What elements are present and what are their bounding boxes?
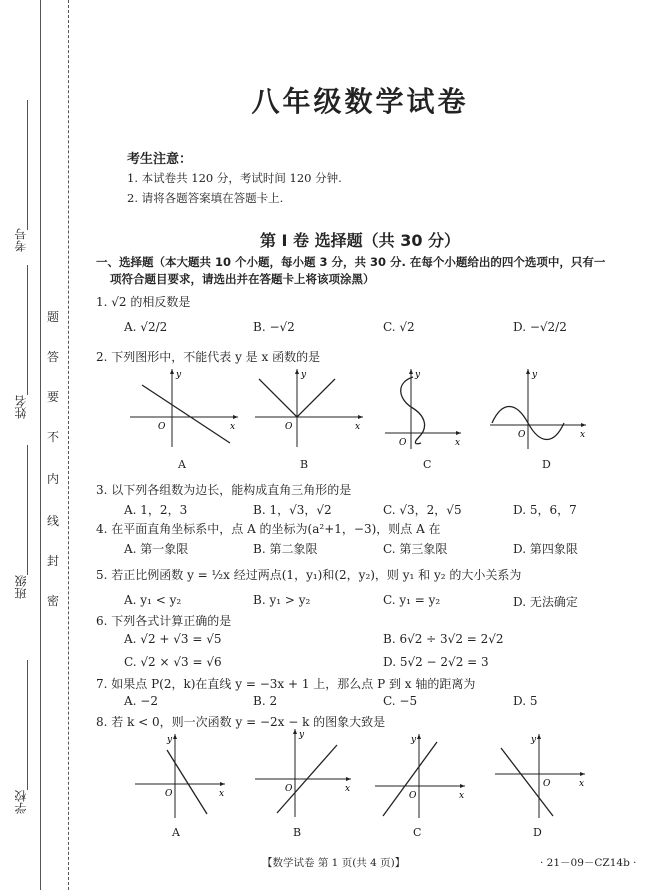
y-label: y — [532, 370, 538, 380]
x-label: x — [230, 422, 236, 432]
origin-label: O — [285, 784, 293, 794]
option: B. y₁ > y₂ — [253, 593, 311, 607]
option: C. √3，2，√5 — [383, 503, 462, 517]
question-stem: 5. 若正比例函数 y = ½x 经过两点(1，y₁)和(2，y₂)，则 y₁ 和 y₂ 的大小关系为 — [96, 568, 522, 582]
graph-line — [383, 742, 437, 816]
option: D. 5 — [513, 694, 538, 708]
seal-char: 内 — [47, 472, 60, 486]
notes-heading: 考生注意： — [127, 152, 193, 167]
option: A. 1，2，3 — [124, 503, 188, 517]
q8-graph-b — [255, 725, 355, 820]
q2-graph-d — [490, 365, 590, 450]
option: C. y₁ = y₂ — [383, 593, 441, 607]
q8-graph-c — [375, 730, 470, 820]
option: C. −5 — [383, 694, 418, 708]
seal-char: 线 — [47, 514, 60, 528]
seal-char: 答 — [47, 350, 60, 364]
xuexiao-blank — [27, 660, 28, 790]
option: D. −√2/2 — [513, 320, 567, 334]
section-title: 第 Ⅰ 卷 选择题（共 30 分） — [259, 231, 461, 250]
y-label: y — [411, 735, 417, 745]
origin-label: O — [165, 789, 173, 799]
label-kaohao: 考号 — [14, 228, 28, 252]
question-stem: 3. 以下列各组数为边长，能构成直角三角形的是 — [96, 483, 352, 497]
graph-curve — [401, 377, 425, 444]
banji-blank — [27, 445, 28, 575]
x-label: x — [219, 789, 225, 799]
x-label: x — [345, 784, 351, 794]
graph-caption: D — [542, 458, 551, 471]
y-label: y — [301, 370, 307, 380]
seal-char: 要 — [47, 390, 60, 404]
label-banji: 班级 — [14, 575, 28, 599]
option: A. y₁ < y₂ — [124, 593, 182, 607]
label-xingming: 姓名 — [14, 395, 28, 419]
instruction-line-2: 项符合题目要求，请选出并在答题卡上将该项涂黑） — [110, 272, 375, 286]
question-stem: 2. 下列图形中，不能代表 y 是 x 函数的是 — [96, 350, 321, 364]
label-xuexiao: 学校 — [14, 790, 28, 814]
x-label: x — [580, 430, 586, 440]
note-item: 2. 请将各题答案填在答题卡上. — [127, 191, 284, 205]
option: C. √2 × √3 = √6 — [124, 655, 222, 669]
graph-caption: D — [533, 826, 542, 839]
q8-graph-d — [495, 730, 590, 820]
origin-label: O — [158, 422, 166, 432]
page-footer: 【数学试卷 第 1 页(共 4 页)】 — [262, 857, 406, 869]
origin-label: O — [543, 779, 551, 789]
graph-line — [167, 750, 207, 814]
graph-line — [142, 385, 230, 443]
q2-graph-c — [385, 365, 465, 450]
x-label: x — [455, 438, 461, 448]
binding-line-outer — [40, 0, 41, 890]
origin-label: O — [399, 438, 407, 448]
xingming-blank — [27, 265, 28, 395]
option: C. 第三象限 — [383, 542, 448, 556]
question-stem: 6. 下列各式计算正确的是 — [96, 614, 232, 628]
page-title: 八年级数学试卷 — [251, 85, 469, 118]
graph-caption: B — [293, 826, 302, 839]
option: D. 5，6，7 — [513, 503, 577, 517]
option: A. √2/2 — [124, 320, 168, 334]
graph-caption: B — [300, 458, 309, 471]
x-label: x — [459, 791, 465, 801]
seal-char: 密 — [47, 594, 60, 608]
option: B. 2 — [253, 694, 278, 708]
seal-char: 题 — [47, 310, 60, 324]
option: C. √2 — [383, 320, 415, 334]
binding-line-inner — [68, 0, 69, 890]
paper-code: · 21－09－CZ14b · — [540, 857, 637, 869]
q8-graph-a — [135, 730, 230, 820]
instruction-line-1: 一、选择题（本大题共 10 个小题，每小题 3 分，共 30 分. 在每个小题给出的四个选项中，只有一 — [96, 255, 606, 269]
y-label: y — [299, 730, 305, 740]
question-stem: 8. 若 k < 0，则一次函数 y = −2x − k 的图象大致是 — [96, 715, 386, 729]
origin-label: O — [285, 422, 293, 432]
graph-caption: C — [423, 458, 432, 471]
option: D. 第四象限 — [513, 542, 578, 556]
y-label: y — [531, 735, 537, 745]
option: A. −2 — [124, 694, 158, 708]
seal-char: 不 — [47, 430, 60, 444]
option: B. 1，√3，√2 — [253, 503, 332, 517]
x-label: x — [355, 422, 361, 432]
y-label: y — [415, 370, 421, 380]
seal-char: 封 — [47, 554, 60, 568]
option: B. −√2 — [253, 320, 295, 334]
graph-caption: A — [172, 826, 180, 839]
x-label: x — [579, 779, 585, 789]
graph-caption: C — [413, 826, 422, 839]
q2-graph-b — [255, 365, 365, 450]
option: A. √2 + √3 = √5 — [124, 632, 222, 646]
option: B. 第二象限 — [253, 542, 318, 556]
origin-label: O — [518, 430, 526, 440]
question-stem: 1. √2 的相反数是 — [96, 295, 191, 309]
question-stem: 4. 在平面直角坐标系中，点 A 的坐标为(a²+1，−3)，则点 A 在 — [96, 522, 441, 536]
option: D. 5√2 − 2√2 = 3 — [383, 655, 489, 669]
question-stem: 7. 如果点 P(2，k)在直线 y = −3x + 1 上，那么点 P 到 x 轴的距离为 — [96, 677, 476, 691]
origin-label: O — [409, 791, 417, 801]
q2-graph-a — [130, 365, 240, 450]
graph-caption: A — [178, 458, 186, 471]
y-label: y — [176, 370, 182, 380]
note-item: 1. 本试卷共 120 分，考试时间 120 分钟. — [127, 171, 342, 185]
option: B. 6√2 ÷ 3√2 = 2√2 — [383, 632, 504, 646]
option: D. 无法确定 — [513, 595, 578, 609]
option: A. 第一象限 — [124, 542, 189, 556]
y-label: y — [167, 735, 173, 745]
